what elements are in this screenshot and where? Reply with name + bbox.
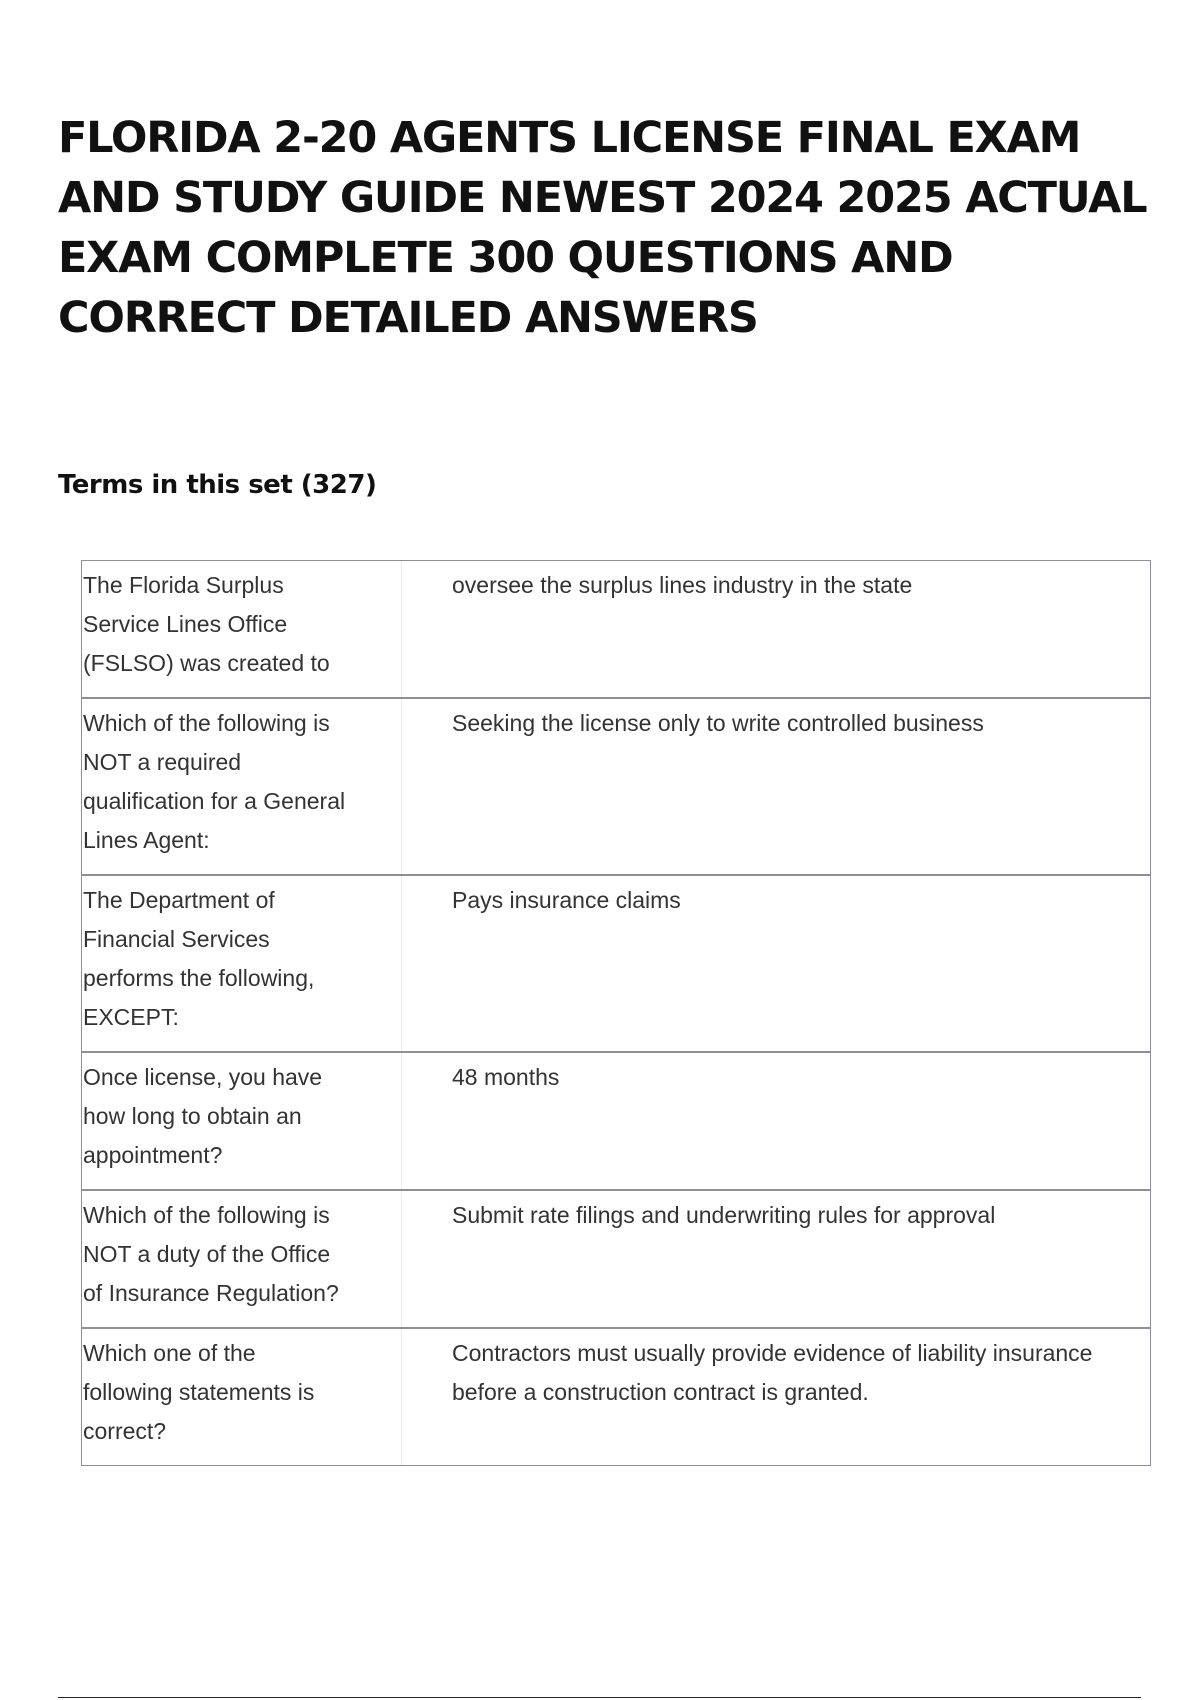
term-question: Which one of the following statements is correct? — [82, 1329, 402, 1465]
term-answer: 48 months — [452, 1064, 560, 1090]
term-answer: Seeking the license only to write controlled business — [452, 710, 984, 736]
term-question: Which of the following is NOT a duty of the Office of Insurance Regulation? — [82, 1191, 402, 1327]
term-row — [82, 1191, 1150, 1329]
document-title: FLORIDA 2-20 AGENTS LICENSE FINAL EXAM AND STUDY GUIDE NEWEST 2024 2025 ACTUAL EXAM COMPLETE 300 QUESTIONS AND CORRECT DETAILED ANSWERS — [58, 113, 1147, 343]
terms-table — [81, 560, 1151, 1466]
term-question: Once license, you have how long to obtain an appointment? — [82, 1053, 402, 1189]
term-row — [82, 1329, 1150, 1466]
page-footer-divider — [58, 1697, 1141, 1698]
term-row — [82, 876, 1150, 1053]
term-answer: Contractors must usually provide evidence of liability insurance before a construction contract is granted. — [452, 1340, 1093, 1405]
term-answer: Pays insurance claims — [452, 887, 681, 913]
term-answer: Submit rate filings and underwriting rules for approval — [452, 1202, 996, 1228]
term-question: The Florida Surplus Service Lines Office (FSLSO) was created to — [82, 561, 402, 697]
term-row — [82, 699, 1150, 876]
term-question: The Department of Financial Services performs the following, EXCEPT: — [82, 876, 402, 1051]
terms-set-heading: Terms in this set (327) — [58, 470, 377, 500]
term-answer: oversee the surplus lines industry in the state — [452, 572, 913, 598]
term-row — [82, 561, 1150, 699]
term-row — [82, 1053, 1150, 1191]
term-question: Which of the following is NOT a required qualification for a General Lines Agent: — [82, 699, 402, 874]
